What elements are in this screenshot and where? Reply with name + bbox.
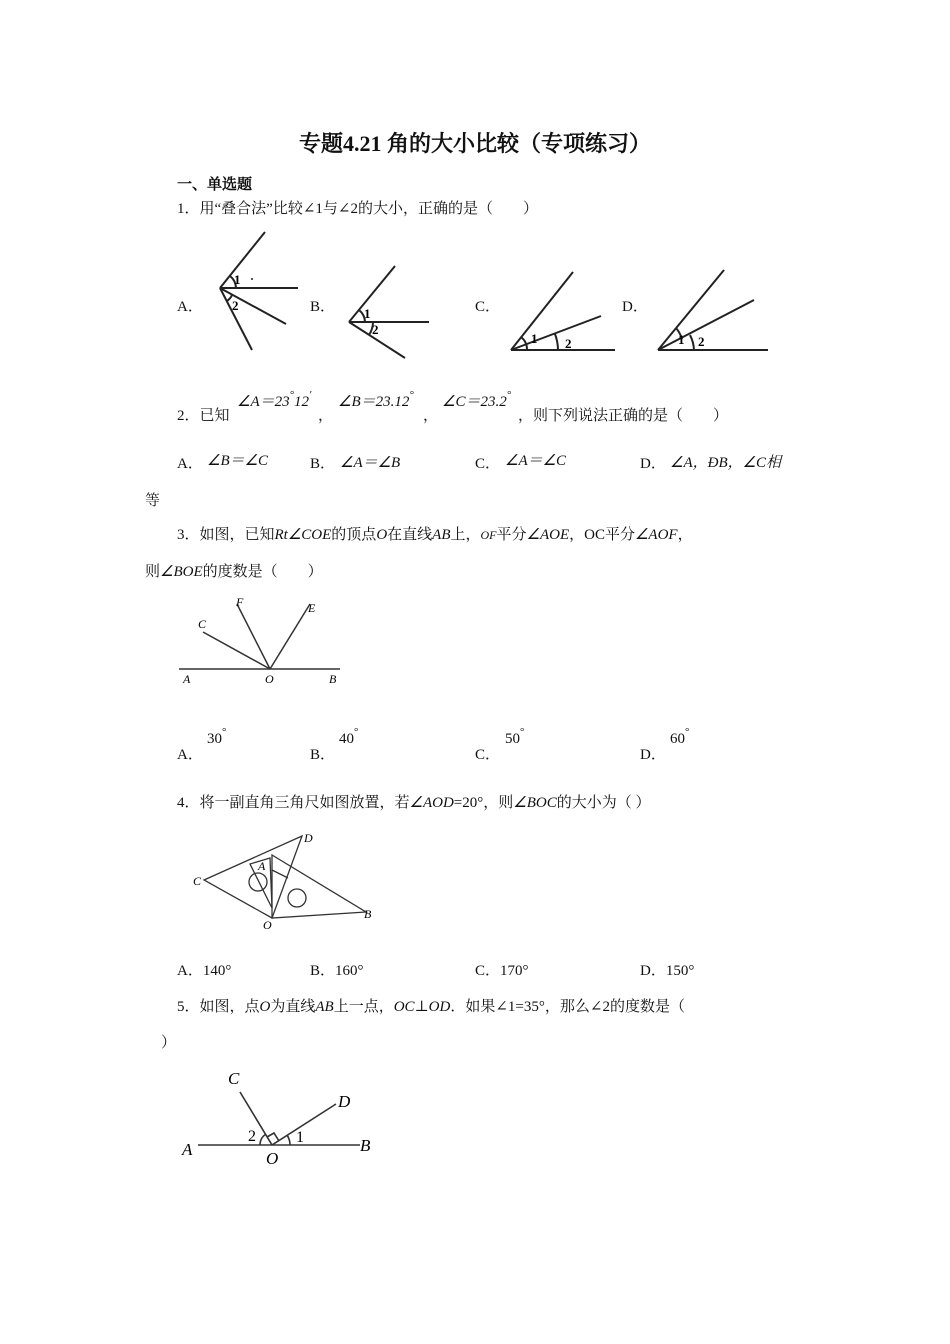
q1c-angle-1-label: 1 [531, 331, 538, 346]
q2-option-b-text: ∠A＝∠B [340, 455, 401, 471]
q1b-angle-2-label: 2 [372, 322, 379, 337]
q1a-angle-2-label: 2 [232, 298, 239, 313]
q4-option-a: A．140° [177, 963, 232, 979]
q1b-angle-1-label: 1 [364, 306, 371, 321]
q3-option-c-value: 50° [505, 726, 525, 747]
q1-figure-b [345, 262, 435, 362]
q1-option-c-label: C． [475, 299, 501, 315]
q2-option-c-text: ∠A＝∠C [505, 453, 567, 469]
q3-figure [175, 592, 350, 687]
q3-option-d-label: D． [640, 747, 666, 763]
q2-angle-a: ∠A＝23°12′ [237, 389, 312, 410]
section-heading: 一、单选题 [177, 177, 253, 193]
q1a-angle-1-label: 1 [234, 272, 241, 287]
q2-suffix: ，则下列说法正确的是（ ） [518, 408, 729, 424]
q3-option-a-label: A． [177, 747, 203, 763]
q2-angle-b: ∠B＝23.12° [338, 389, 414, 410]
q1-option-b-label: B． [310, 299, 336, 315]
q2-angle-c: ∠C＝23.2° [442, 389, 512, 410]
q2-option-d-text: ∠A，ÐB，∠C相 [670, 455, 782, 471]
q3-stem-line-1: 3．如图，已知Rt∠COE的顶点O在直线AB上，OF平分∠AOE，OC平分∠AOF， [177, 527, 693, 543]
q3-stem-line-2: 则∠BOE的度数是（ ） [145, 564, 323, 580]
q3-label-a: A [183, 672, 191, 686]
q2-option-b-label: B． [310, 456, 336, 472]
q1-figure-d [652, 266, 772, 358]
q3-label-o: O [265, 672, 274, 686]
q5-label-o: O [266, 1149, 279, 1168]
q4-option-c: C．170° [475, 963, 529, 979]
q2-option-c-label: C． [475, 456, 501, 472]
q4-figure [190, 828, 380, 936]
q3-option-a-value: 30° [207, 726, 227, 747]
q2-separator-2: ， [423, 408, 439, 424]
q4-stem: 4．将一副直角三角尺如图放置，若∠AOD=20°，则∠BOC的大小为（ ） [177, 795, 651, 811]
q3-label-f: F [236, 595, 244, 609]
q5-label-c: C [228, 1069, 240, 1088]
page-title: 专题4.21 角的大小比较（专项练习） [298, 131, 651, 156]
q4-label-c: C [193, 874, 202, 888]
q3-option-c-label: C． [475, 747, 501, 763]
q3-label-e: E [308, 601, 316, 615]
q5-label-a: A [182, 1140, 193, 1159]
q2-option-d-wrap: 等 [145, 493, 161, 509]
q5-stem: 5．如图，点O为直线AB上一点，OC⊥OD．如果∠1=35°，那么∠2的度数是（ [177, 999, 685, 1015]
q2-separator-1: ， [318, 408, 334, 424]
q3-label-b: B [329, 672, 337, 686]
q2-prefix: 2．已知 [177, 408, 230, 424]
q5-angle-1-label: 1 [296, 1129, 304, 1146]
q5-label-b: B [360, 1136, 371, 1155]
q1-figure-c [505, 268, 620, 358]
q3-option-d-value: 60° [670, 726, 690, 747]
q1-option-a-label: A． [177, 299, 203, 315]
q1d-angle-2-label: 2 [698, 334, 705, 349]
q2-option-d-label: D． [640, 456, 666, 472]
q5-angle-2-label: 2 [248, 1128, 256, 1145]
question-1-stem: 1．用“叠合法”比较∠1与∠2的大小，正确的是（ ） [177, 201, 538, 217]
q1-figure-a [210, 228, 305, 353]
q1d-angle-1-label: 1 [678, 332, 685, 347]
q4-label-d: D [304, 831, 313, 845]
q2-option-a-label: A． [177, 456, 203, 472]
q4-option-d: D．150° [640, 963, 695, 979]
q4-label-a: A [258, 859, 266, 873]
q4-option-b: B．160° [310, 963, 364, 979]
q5-label-d: D [338, 1092, 351, 1111]
q4-label-o: O [263, 918, 272, 932]
q1-option-d-label: D． [622, 299, 648, 315]
q2-option-a-text: ∠B＝∠C [207, 453, 269, 469]
q4-label-b: B [364, 907, 372, 921]
q3-label-c: C [198, 617, 207, 631]
q1c-angle-2-label: 2 [565, 336, 572, 351]
q5-stem-wrap: ） [161, 1035, 177, 1051]
q3-option-b-label: B． [310, 747, 336, 763]
q5-figure [178, 1062, 378, 1172]
q3-option-b-value: 40° [339, 726, 359, 747]
